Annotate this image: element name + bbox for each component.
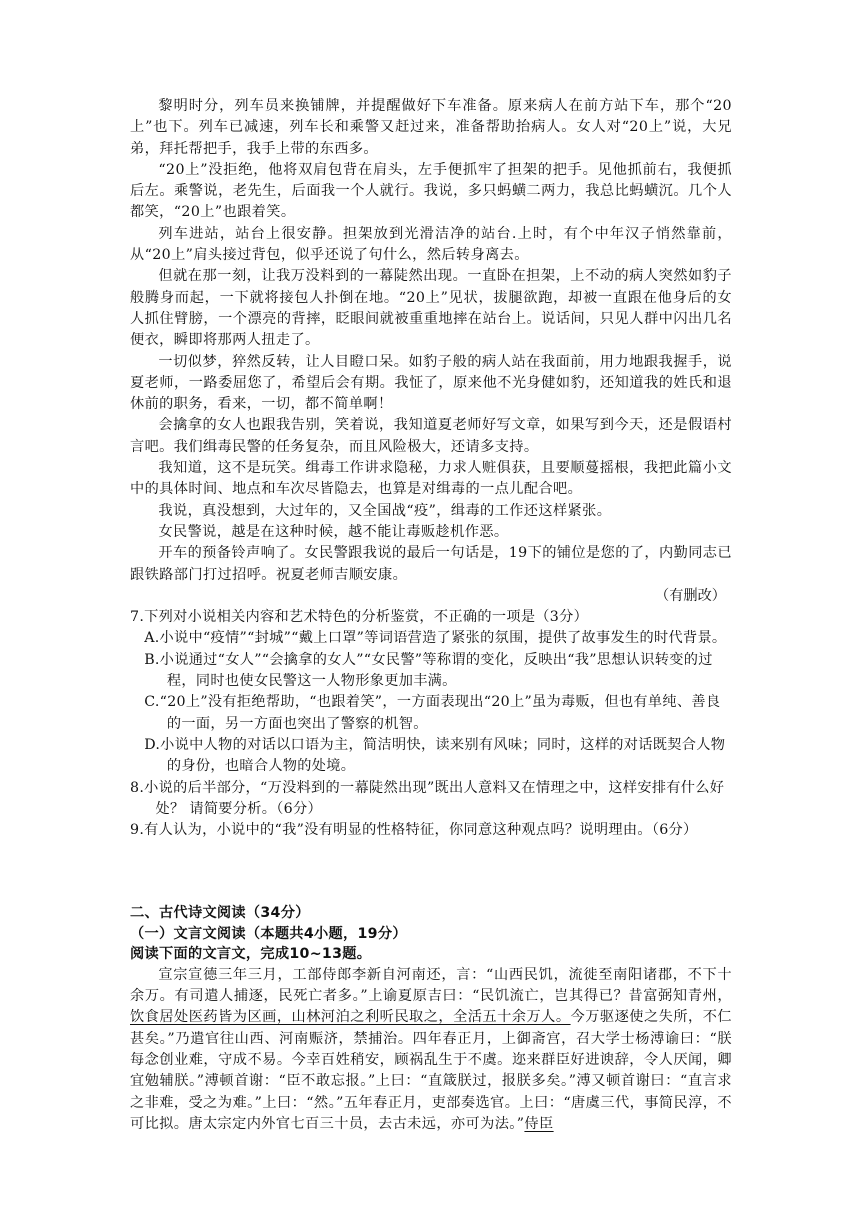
section-2-title: 二、古代诗文阅读（34分） — [130, 905, 310, 922]
story-paragraph-7: 我知道，这不是玩笑。缉毒工作讲求隐秘，力求人赃俱获，且要顺蔓摇根，我把此篇小文中的具体时间、地点和车次尽皆隐去，也算是对缉毒的一点儿配合吧。 — [130, 460, 732, 498]
story-paragraph-1: 黎明时分，列车员来换铺牌，并提醒做好下车准备。原来病人在前方站下车，那个“20上”也下。列车已减速，列车长和乘警又赶过来，准备帮助抬病人。女人对“20上”说，大兄弟，拜托帮把手，我手上带的东西多。 — [130, 98, 732, 157]
question-7-option-a: A.小说中“疫情”“封城”“戴上口罩”等词语营造了紧张的氛围，提供了故事发生的时代背景。 — [144, 630, 727, 647]
story-paragraph-9: 女民警说，越是在这种时候，越不能让毒贩趁机作恶。 — [158, 523, 509, 540]
question-9: 9.有人认为，小说中的“我”没有明显的性格特征，你同意这种观点吗？说明理由。（6分） — [130, 822, 698, 839]
classical-text-part-1: 宣宗宣德三年三月，工部侍郎李新自河南还，言：“山西民饥，流徙至南阳诸郡，不下十余万。有司遣人捕逐，民死亡者多。”上谕夏原吉曰：“民饥流亡，岂其得已？昔富弼知青州， — [130, 966, 732, 1005]
story-paragraph-3: 列车进站，站台上很安静。担架放到光滑洁净的站台.上时，有个中年汉子悄然靠前，从“20上”肩头接过背包，似乎还说了句什么，然后转身离去。 — [130, 225, 732, 264]
section-spacer — [130, 841, 732, 903]
classical-underlined-sentence-1: 饮食居处医药皆为区画，山林河泊之利听民取之，全活五十余万人。 — [130, 1009, 571, 1026]
story-paragraph-8: 我说，真没想到，大过年的，又全国战“疫”，缉毒的工作还这样紧张。 — [158, 502, 612, 519]
classical-underlined-sentence-2: 侍臣 — [524, 1115, 554, 1132]
question-7-option-c: C.“20上”没有拒绝帮助，“也跟着笑”，一方面表现出“20上”虽为毒贩，但也有单纯、善良的一面，另一方面也突出了警察的机智。 — [144, 694, 721, 732]
question-7-option-b: B.小说通过“女人”“会擒拿的女人”“女民警”等称谓的变化，反映出“我”思想认识转变的过程，同时也使女民警这一人物形象更加丰满。 — [144, 651, 713, 690]
story-paragraph-6: 会擒拿的女人也跟我告别，笑着说，我知道夏老师好写文章，如果写到今天，还是假语村言吧。我们缉毒民警的任务复杂，而且风险极大，还请多支持。 — [130, 417, 732, 455]
story-paragraph-5: 一切似梦，猝然反转，让人目瞪口呆。如豹子般的病人站在我面前，用力地跟我握手，说夏老师，一路委屈您了，希望后会有期。我怔了，原来他不光身健如豹，还知道我的姓氏和退休前的职务，看来，一切，都不简单啊！ — [130, 353, 732, 413]
question-7-stem: 7.下列对小说相关内容和艺术特色的分析鉴赏，不正确的一项是（3分） — [130, 609, 589, 626]
question-7-option-d: D.小说中人物的对话以口语为主，简洁明快，读来别有风味；同时，这样的对话既契合人物的身份，也暗合人物的处境。 — [144, 736, 726, 775]
question-8: 8.小说的后半部分，“万没料到的一幕陡然出现”既出人意料又在情理之中，这样安排有什么好处？ 请简要分析。（6分） — [130, 779, 725, 817]
document-page — [130, 96, 732, 1135]
section-2-instruction: 阅读下面的文言文，完成10~13题。 — [130, 946, 372, 963]
classical-text-part-2: 今万驱逐使之失所，不仁甚矣。”乃遣官往山西、河南赈济，禁捕治。四年春正月，上御斋宫，召大学士杨溥谕曰：“朕每念创业难，守成不易。今幸百姓稍安，顾祸乱生于不虞。迩来群臣好进谀辞，令人厌闻，卿宜勉辅朕。”溥顿首谢：“臣不敢忘报。”上曰：“直箴朕过，报朕多矣。”溥又顿首谢曰：“直言求之非难，受之为难。”上曰：“然。”五年春正月，吏部奏选官。上曰：“唐虞三代，事简民淳，不可比拟。唐太宗定内外官七百三十员，去古未远，亦可为法。” — [130, 1009, 732, 1132]
section-2-subtitle: （一）文言文阅读（本题共4小题，19分） — [130, 925, 407, 942]
abridged-note: （有删改） — [655, 587, 726, 604]
story-paragraph-2: “20上”没拒绝，他将双肩包背在肩头，左手便抓牢了担架的把手。见他抓前右，我便抓后左。乘警说，老先生，后面我一个人就行。我说，多只蚂蟥二两力，我总比蚂蟥沉。几个人都笑，“20上”也跟着笑。 — [130, 161, 732, 221]
classical-passage-paragraph — [130, 965, 732, 1135]
story-paragraph-4: 但就在那一刻，让我万没料到的一幕陡然出现。一直卧在担架，上不动的病人突然如豹子般腾身而起，一下就将接包人扑倒在地。“20上”见状，拔腿欲跑，却被一直跟在他身后的女人抓住臂膀，一个漂亮的背摔，眨眼间就被重重地摔在站台上。说话间，只见人群中闪出几名便衣，瞬即将那两人扭走了。 — [130, 268, 732, 349]
story-paragraph-10: 开车的预备铃声响了。女民警跟我说的最后一句话是，19下的铺位是您的了，内勤同志已跟铁路部门打过招呼。祝夏老师吉顺安康。 — [130, 545, 732, 583]
